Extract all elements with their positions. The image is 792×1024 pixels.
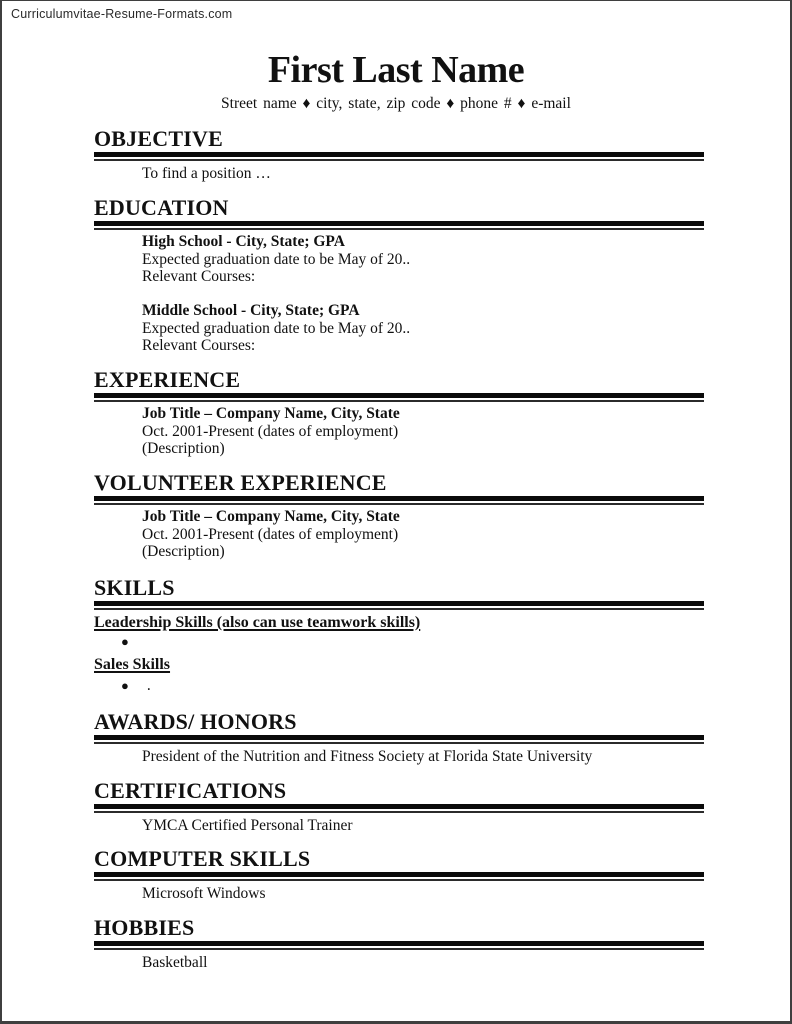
skills-subheading-sales: Sales Skills bbox=[94, 656, 171, 674]
awards-body: President of the Nutrition and Fitness Society at Florida State University bbox=[142, 747, 593, 765]
entry-graduation-line: Expected graduation date to be May of 20.. bbox=[142, 319, 411, 337]
section-skills bbox=[94, 574, 703, 695]
section-experience bbox=[94, 366, 703, 458]
entry-courses-line: Relevant Courses: bbox=[142, 337, 256, 355]
section-rule bbox=[94, 941, 704, 950]
skills-subheading-leadership: Leadership Skills (also can use teamwork skills) bbox=[94, 613, 421, 631]
education-entry-middleschool bbox=[94, 302, 703, 355]
section-objective bbox=[94, 128, 703, 183]
resume-body bbox=[2, 128, 790, 971]
awards-heading: AWARDS/ HONORS bbox=[94, 708, 297, 734]
objective-body: To find a position … bbox=[142, 165, 271, 183]
section-rule bbox=[94, 804, 704, 813]
skills-bullet-item bbox=[94, 634, 703, 652]
section-rule bbox=[94, 221, 704, 230]
section-certifications bbox=[94, 777, 703, 835]
computer-skills-body: Microsoft Windows bbox=[142, 885, 266, 903]
bullet-icon: ● bbox=[121, 634, 129, 650]
entry-title: Middle School - City, State; GPA bbox=[142, 302, 360, 319]
certifications-body: YMCA Certified Personal Trainer bbox=[142, 816, 353, 834]
entry-title: Job Title – Company Name, City, State bbox=[142, 404, 400, 422]
skills-bullet-item bbox=[94, 677, 703, 695]
bullet-icon: ● bbox=[121, 677, 129, 693]
entry-dates-line: Oct. 2001-Present (dates of employment) bbox=[142, 525, 399, 543]
section-awards-honors bbox=[94, 708, 703, 766]
education-entry-highschool bbox=[94, 233, 703, 286]
skills-heading: SKILLS bbox=[94, 574, 175, 600]
certifications-heading: CERTIFICATIONS bbox=[94, 777, 287, 803]
entry-dates-line: Oct. 2001-Present (dates of employment) bbox=[142, 422, 399, 440]
entry-description-line: (Description) bbox=[142, 440, 225, 458]
entry-courses-line: Relevant Courses: bbox=[142, 268, 256, 286]
section-computer-skills bbox=[94, 848, 703, 903]
section-rule bbox=[94, 601, 704, 610]
resume-name: First Last Name bbox=[267, 49, 525, 91]
volunteer-heading: VOLUNTEER EXPERIENCE bbox=[94, 469, 387, 495]
section-rule bbox=[94, 496, 704, 505]
section-volunteer-experience bbox=[94, 469, 703, 561]
section-rule bbox=[94, 152, 704, 161]
entry-title: Job Title – Company Name, City, State bbox=[142, 507, 400, 525]
entry-graduation-line: Expected graduation date to be May of 20.. bbox=[142, 250, 411, 268]
section-rule bbox=[94, 872, 704, 881]
hobbies-body: Basketball bbox=[142, 953, 208, 971]
section-rule bbox=[94, 393, 704, 402]
volunteer-entry bbox=[94, 508, 703, 561]
hobbies-heading: HOBBIES bbox=[94, 914, 195, 940]
section-hobbies bbox=[94, 914, 703, 972]
bullet-text: . bbox=[146, 676, 151, 694]
education-heading: EDUCATION bbox=[94, 195, 229, 221]
experience-heading: EXPERIENCE bbox=[94, 366, 241, 392]
entry-title: High School - City, State; GPA bbox=[142, 233, 345, 251]
objective-heading: OBJECTIVE bbox=[94, 126, 223, 152]
section-education bbox=[94, 197, 703, 355]
watermark-text: Curriculumvitae-Resume-Formats.com bbox=[11, 7, 233, 21]
section-rule bbox=[94, 735, 704, 744]
entry-description-line: (Description) bbox=[142, 543, 225, 561]
contact-line: Street name ♦ city, state, zip code ♦ phone # ♦ e-mail bbox=[221, 95, 571, 112]
computer-skills-heading: COMPUTER SKILLS bbox=[94, 846, 311, 872]
experience-entry bbox=[94, 405, 703, 458]
